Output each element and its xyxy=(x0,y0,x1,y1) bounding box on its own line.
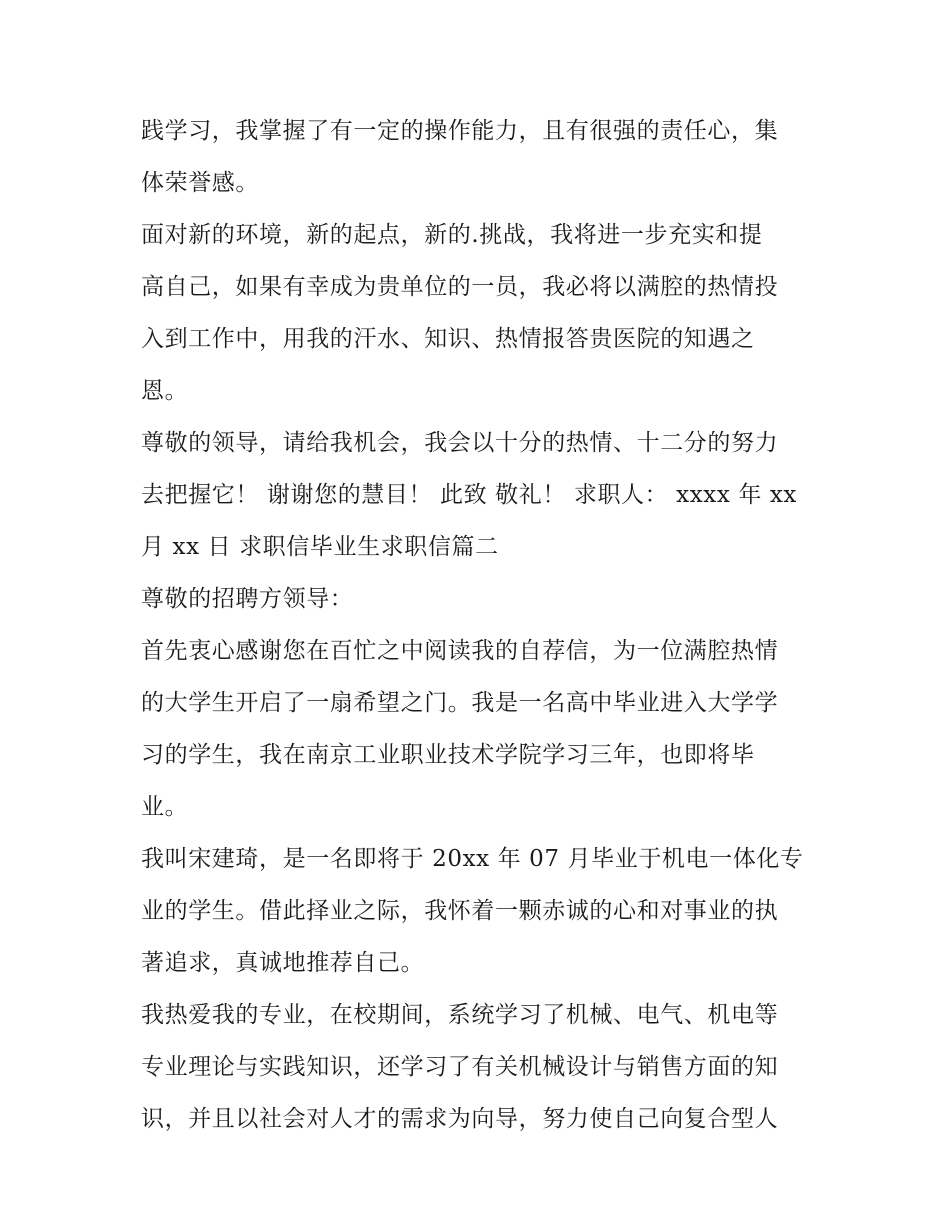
text-line: 高自己，如果有幸成为贵单位的一员，我必将以满腔的热情投 xyxy=(141,274,779,300)
document-body xyxy=(141,105,816,1145)
text-line: 面对新的环境，新的起点，新的.挑战，我将进一步充实和提 xyxy=(141,222,763,248)
text-line: 入到工作中，用我的汗水、知识、热情报答贵医院的知遇之 xyxy=(141,326,755,352)
text-line: 专业理论与实践知识，还学习了有关机械设计与销售方面的知 xyxy=(141,1054,779,1080)
text-line: 习的学生，我在南京工业职业技术学院学习三年，也即将毕 xyxy=(141,742,755,768)
text-line: 尊敬的招聘方领导： xyxy=(141,586,354,612)
text-line: 践学习，我掌握了有一定的操作能力，且有很强的责任心，集 xyxy=(141,118,779,144)
text-line: 我热爱我的专业，在校期间，系统学习了机械、电气、机电等 xyxy=(141,1002,779,1028)
text-line: 去把握它！ 谢谢您的慧目！ 此致 敬礼！ 求职人： xxxx 年 xx xyxy=(141,482,798,508)
text-line: 我叫宋建琦，是一名即将于 20xx 年 07 月毕业于机电一体化专 xyxy=(141,846,804,872)
text-line: 恩。 xyxy=(141,378,189,404)
text-line: 业。 xyxy=(141,794,189,820)
text-line: 业的学生。借此择业之际，我怀着一颗赤诚的心和对事业的执 xyxy=(141,898,779,924)
text-line: 的大学生开启了一扇希望之门。我是一名高中毕业进入大学学 xyxy=(141,690,779,716)
text-line: 首先衷心感谢您在百忙之中阅读我的自荐信，为一位满腔热情 xyxy=(141,638,779,664)
text-line: 月 xx 日 求职信毕业生求职信篇二 xyxy=(141,534,499,560)
text-line: 著追求，真诚地推荐自己。 xyxy=(141,950,425,976)
text-line: 尊敬的领导，请给我机会，我会以十分的热情、十二分的努力 xyxy=(141,430,779,456)
text-line: 体荣誉感。 xyxy=(141,170,259,196)
text-line: 识，并且以社会对人才的需求为向导，努力使自己向复合型人 xyxy=(141,1106,779,1132)
